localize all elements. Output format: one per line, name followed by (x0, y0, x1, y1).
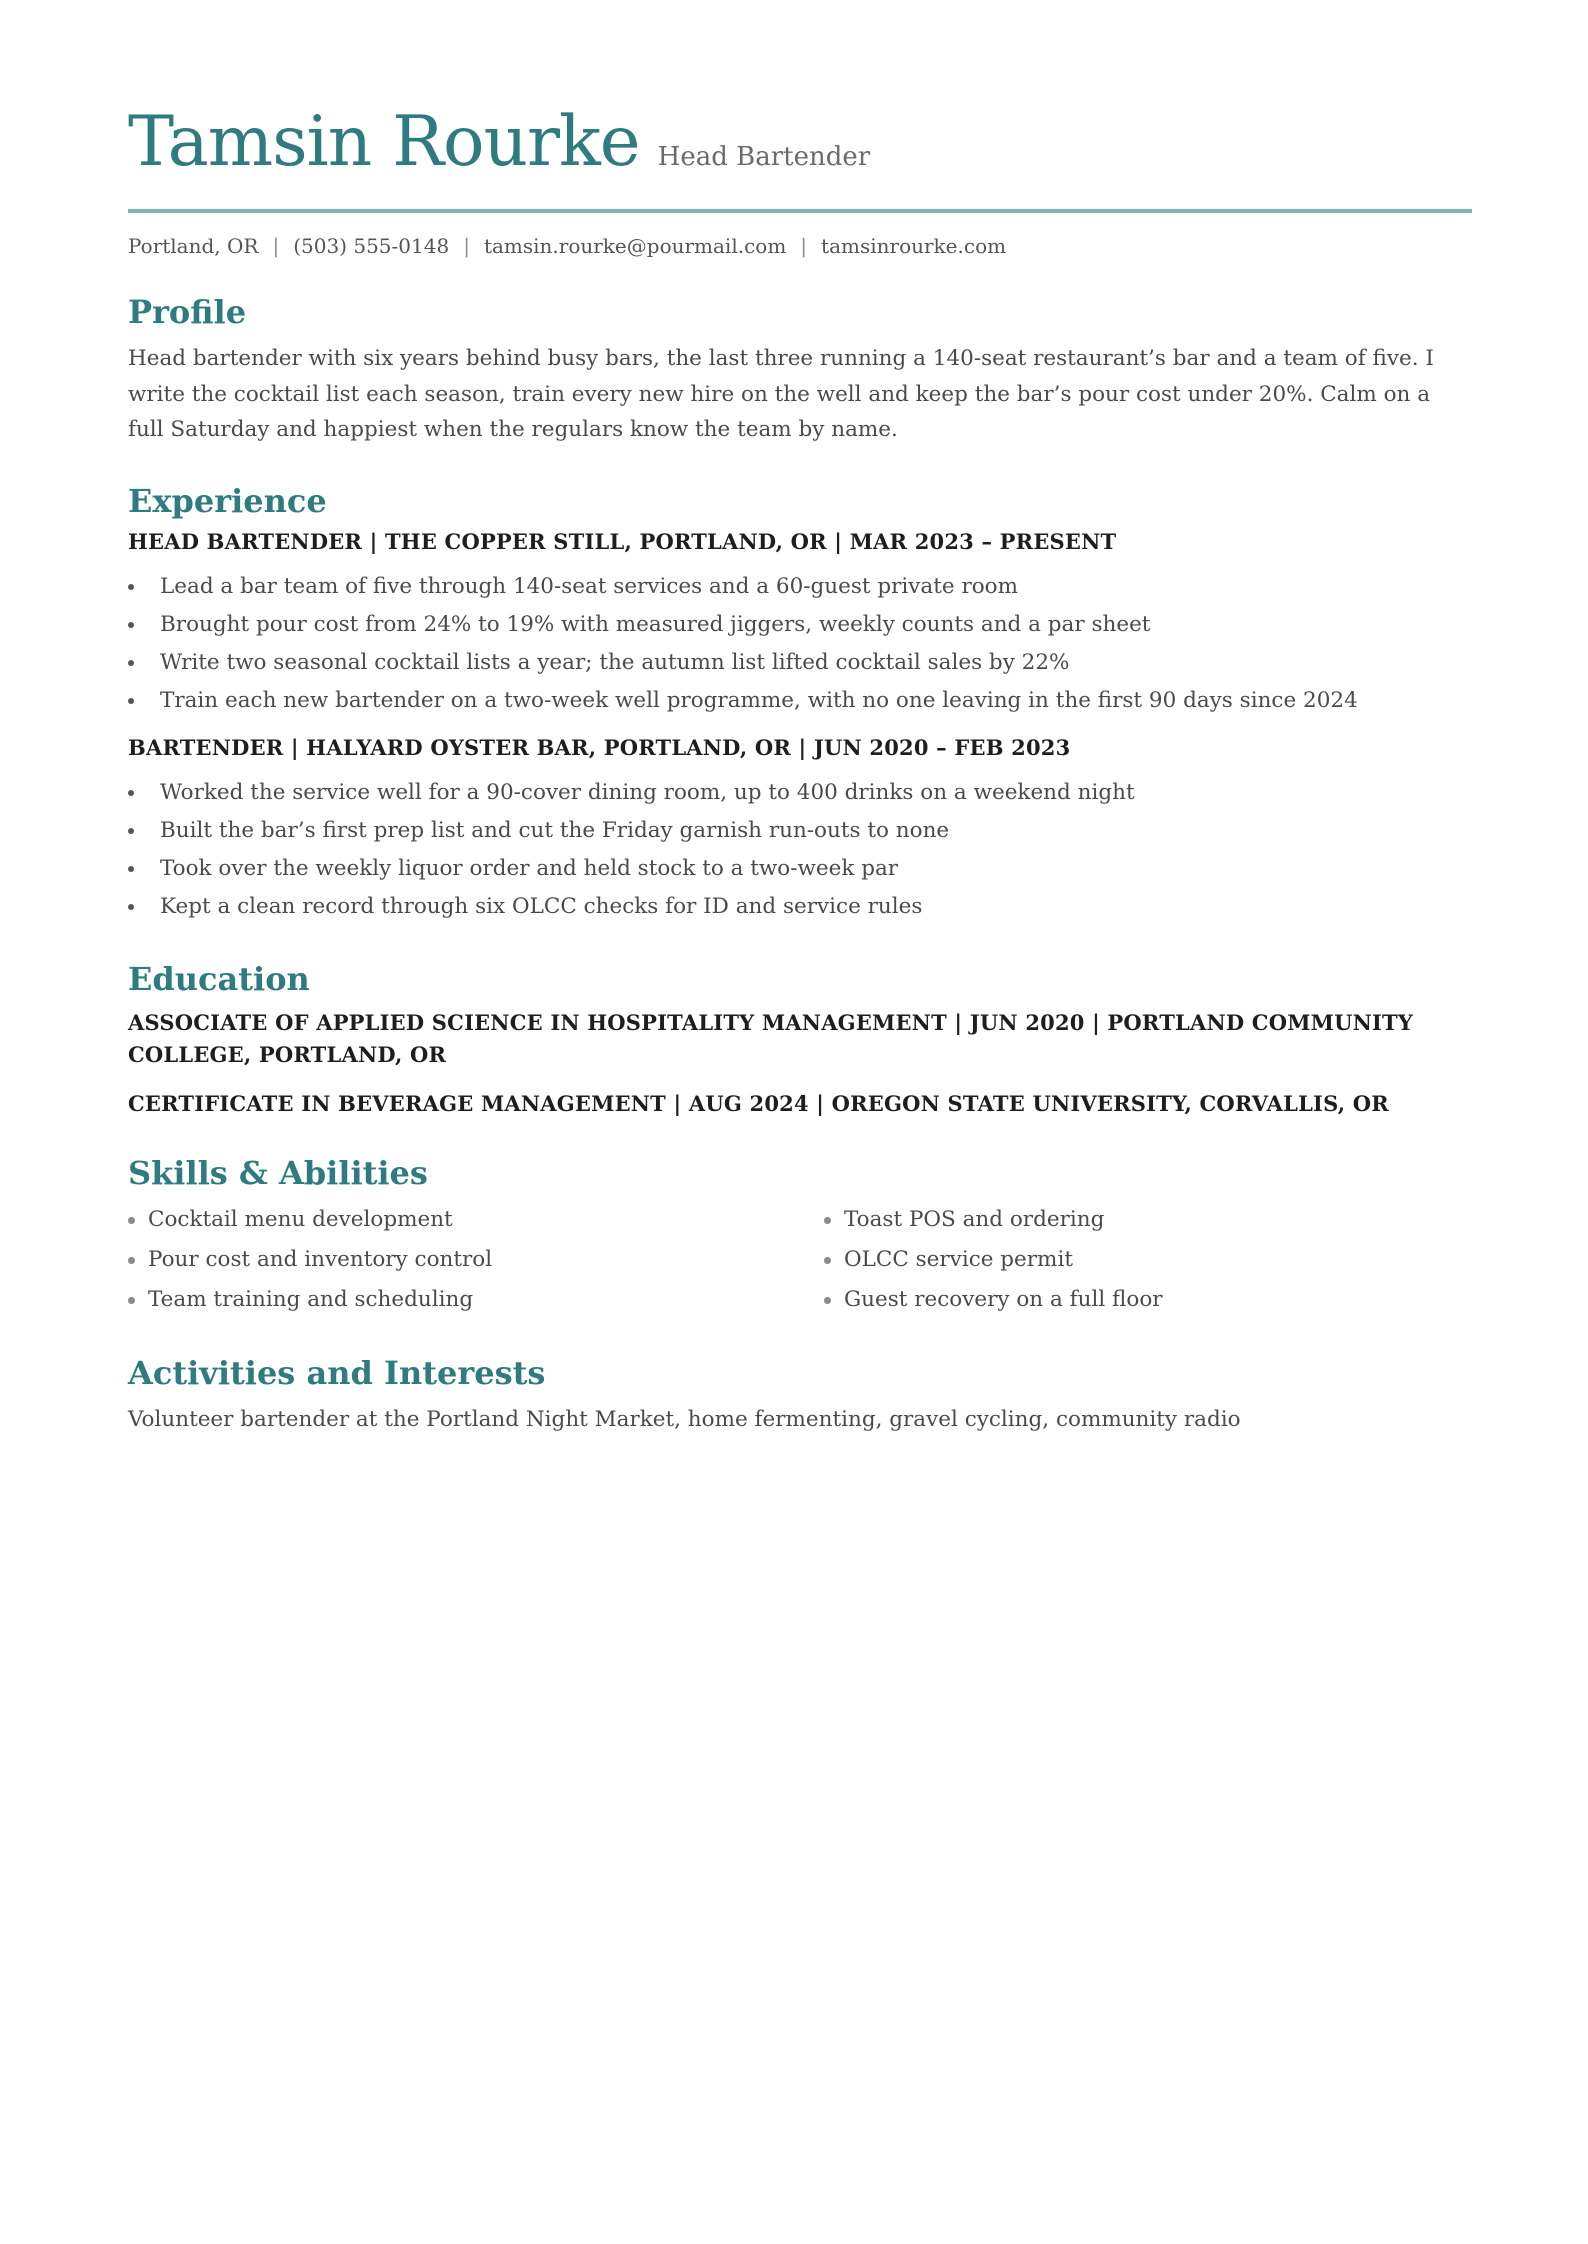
contact-location: Portland, OR (128, 234, 259, 258)
skill-item (824, 1240, 1472, 1280)
candidate-title: Head Bartender (657, 142, 871, 172)
job-entry (128, 526, 1460, 720)
list-item-text: Took over the weekly liquor order and held stock to a two-week par (160, 856, 899, 882)
skill-item (128, 1240, 824, 1280)
skill-text: OLCC service permit (844, 1247, 1073, 1273)
list-item (128, 606, 1460, 644)
experience-section (128, 482, 1460, 926)
bullet-icon (824, 1257, 831, 1264)
bullet-icon (128, 1257, 135, 1264)
skill-item (824, 1280, 1472, 1320)
skill-item (128, 1200, 824, 1240)
bullet-icon (128, 828, 134, 834)
bullet-icon (128, 866, 134, 872)
job-heading: BARTENDER | HALYARD OYSTER BAR, PORTLAND, OR | JUN 2020 – FEB 2023 (128, 735, 1071, 761)
list-item (128, 812, 1460, 850)
bullet-icon (824, 1217, 831, 1224)
contact-line (128, 231, 1460, 261)
skill-text: Team training and scheduling (148, 1287, 474, 1313)
bullet-icon (824, 1297, 831, 1304)
list-item-text: Train each new bartender on a two-week well programme, with no one leaving in the first 90 days since 2024 (160, 688, 1358, 714)
bullet-icon (128, 660, 134, 666)
list-item-text: Kept a clean record through six OLCC checks for ID and service rules (160, 894, 923, 920)
skill-text: Toast POS and ordering (844, 1207, 1105, 1233)
bullet-icon (128, 698, 134, 704)
list-item-text: Write two seasonal cocktail lists a year; the autumn list lifted cocktail sales by 22% (160, 650, 1070, 676)
activities-section (128, 1354, 1460, 1438)
list-item (128, 644, 1460, 682)
contact-separator: | (272, 234, 280, 258)
list-item-text: Brought pour cost from 24% to 19% with measured jiggers, weekly counts and a par sheet (160, 612, 1151, 638)
list-item-text: Lead a bar team of five through 140-seat services and a 60-guest private room (160, 574, 1018, 600)
profile-text: Head bartender with six years behind busy bars, the last three running a 140-seat restaurant’s bar and a team of five. I write the cocktail list each season, train every new hire on the well and keep the bar’s pour cost under 20%. Calm on a full Saturday and happiest when the regulars know the team by name. (128, 346, 1434, 443)
profile-section (128, 293, 1460, 448)
job-bullets (128, 774, 1460, 926)
education-heading: Education (128, 960, 310, 999)
skills-heading: Skills & Abilities (128, 1153, 428, 1192)
job-entry (128, 732, 1460, 926)
bullet-icon (128, 622, 134, 628)
list-item-text: Built the bar’s first prep list and cut the Friday garnish run-outs to none (160, 818, 950, 844)
education-section (128, 960, 1460, 1119)
contact-separator: | (463, 234, 470, 258)
contact-email[interactable]: tamsin.rourke@pourmail.com (483, 234, 787, 258)
activities-heading: Activities and Interests (128, 1354, 546, 1393)
skill-item (824, 1200, 1472, 1240)
list-item (128, 568, 1460, 606)
skills-list (128, 1200, 1460, 1320)
bullet-icon (128, 584, 134, 590)
bullet-icon (128, 1297, 135, 1304)
skill-text: Guest recovery on a full floor (844, 1287, 1163, 1313)
bullet-icon (128, 1217, 135, 1224)
list-item (128, 888, 1460, 926)
contact-website[interactable]: tamsinrourke.com (821, 234, 1007, 258)
list-item (128, 774, 1460, 812)
skills-section (128, 1154, 1460, 1320)
header-divider (128, 209, 1472, 213)
job-heading: HEAD BARTENDER | THE COPPER STILL, PORTLAND, OR | MAR 2023 – PRESENT (128, 529, 1117, 555)
candidate-name: Tamsin Rourke (128, 102, 640, 182)
contact-phone: (503) 555-0148 (293, 234, 450, 258)
contact-separator: | (800, 234, 808, 258)
skill-item (128, 1280, 824, 1320)
education-entry: CERTIFICATE IN BEVERAGE MANAGEMENT | AUG 2024 | OREGON STATE UNIVERSITY, CORVALLIS, OR (128, 1090, 1389, 1116)
job-bullets (128, 568, 1460, 720)
activities-text: Volunteer bartender at the Portland Night Market, home fermenting, gravel cycling, community radio (128, 1407, 1241, 1433)
resume-header (128, 102, 1460, 198)
list-item (128, 682, 1460, 720)
list-item-text: Worked the service well for a 90-cover dining room, up to 400 drinks on a weekend night (160, 780, 1135, 806)
experience-heading: Experience (128, 481, 327, 520)
skill-text: Pour cost and inventory control (148, 1247, 493, 1273)
bullet-icon (128, 904, 134, 910)
skill-text: Cocktail menu development (148, 1207, 453, 1233)
bullet-icon (128, 790, 134, 796)
education-entry: ASSOCIATE OF APPLIED SCIENCE IN HOSPITALITY MANAGEMENT | JUN 2020 | PORTLAND COMMUNITY COLLEGE, PORTLAND, OR (128, 1009, 1414, 1067)
profile-heading: Profile (128, 293, 247, 331)
list-item (128, 850, 1460, 888)
